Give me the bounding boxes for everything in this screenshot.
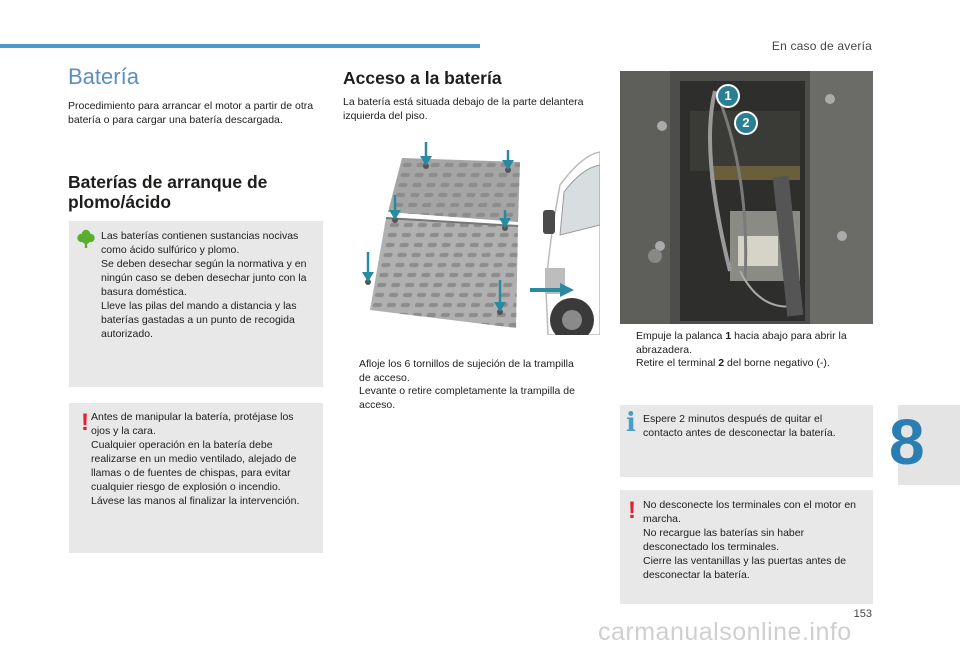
terminal-warning-text: No desconecte los terminales con el motor en marcha. No recargue las baterías sin haber desconectado los terminales. Cierre las ventanillas y las puertas antes de desconectar la batería. xyxy=(643,499,857,581)
list-item: Afloje los 6 tornillos de sujeción de la trampilla de acceso. xyxy=(359,358,574,384)
list-item: Levante o retire completamente la trampilla de acceso. xyxy=(359,385,575,411)
section-heading-access: Acceso a la batería xyxy=(343,68,502,88)
intro-text: Procedimiento para arrancar el motor a partir de otra batería o para cargar una batería descargada. xyxy=(68,100,314,126)
watermark: carmanualsonline.info xyxy=(598,618,852,646)
battery-terminal-photo xyxy=(620,71,873,324)
safety-warning-note xyxy=(69,403,323,553)
access-steps-list xyxy=(343,358,605,412)
environment-note xyxy=(69,221,323,387)
info-note xyxy=(620,405,873,477)
safety-warning-text: Antes de manipular la batería, protéjase los ojos y la cara. Cualquier operación en la batería debe realizarse en un medio ventilado, alejado de llamas o de fuentes de chispas, para evitar cualquier riesgo de explosión o incendio. Lávese las manos al finalizar la intervención. xyxy=(91,411,300,507)
warning-icon: ! xyxy=(628,497,636,524)
info-icon: i xyxy=(626,408,636,438)
callout-badge-1: 1 xyxy=(716,84,740,108)
terminal-warning-note xyxy=(620,490,873,604)
page-title: Batería xyxy=(68,64,139,89)
header-accent-bar xyxy=(0,44,480,48)
subtitle-lead-acid: Baterías de arranque de plomo/ácido xyxy=(68,172,268,212)
terminal-steps-list xyxy=(620,330,875,371)
chapter-number: 8 xyxy=(889,406,925,478)
callout-badge-2: 2 xyxy=(734,111,758,135)
info-note-text: Espere 2 minutos después de quitar el contacto antes de desconectar la batería. xyxy=(643,413,836,439)
environment-note-text: Las baterías contienen sustancias nocivas como ácido sulfúrico y plomo. Se deben desechar según la normativa y en ningún caso se deben desechar junto con la basura doméstica. Lleve las pilas del mando a distancia y las baterías gastadas a un punto de recogida autorizado. xyxy=(101,230,307,340)
access-intro-text: La batería está situada debajo de la parte delantera izquierda del piso. xyxy=(343,96,584,122)
list-item: Empuje la palanca 1 hacia abajo para abrir la abrazadera. xyxy=(636,330,847,356)
section-title: En caso de avería xyxy=(771,39,872,53)
page-number: 153 xyxy=(853,608,872,620)
tree-icon xyxy=(77,229,95,249)
list-item: Retire el terminal 2 del borne negativo (-). xyxy=(636,357,830,369)
warning-icon: ! xyxy=(81,409,89,436)
floor-hatch-illustration xyxy=(350,140,600,335)
